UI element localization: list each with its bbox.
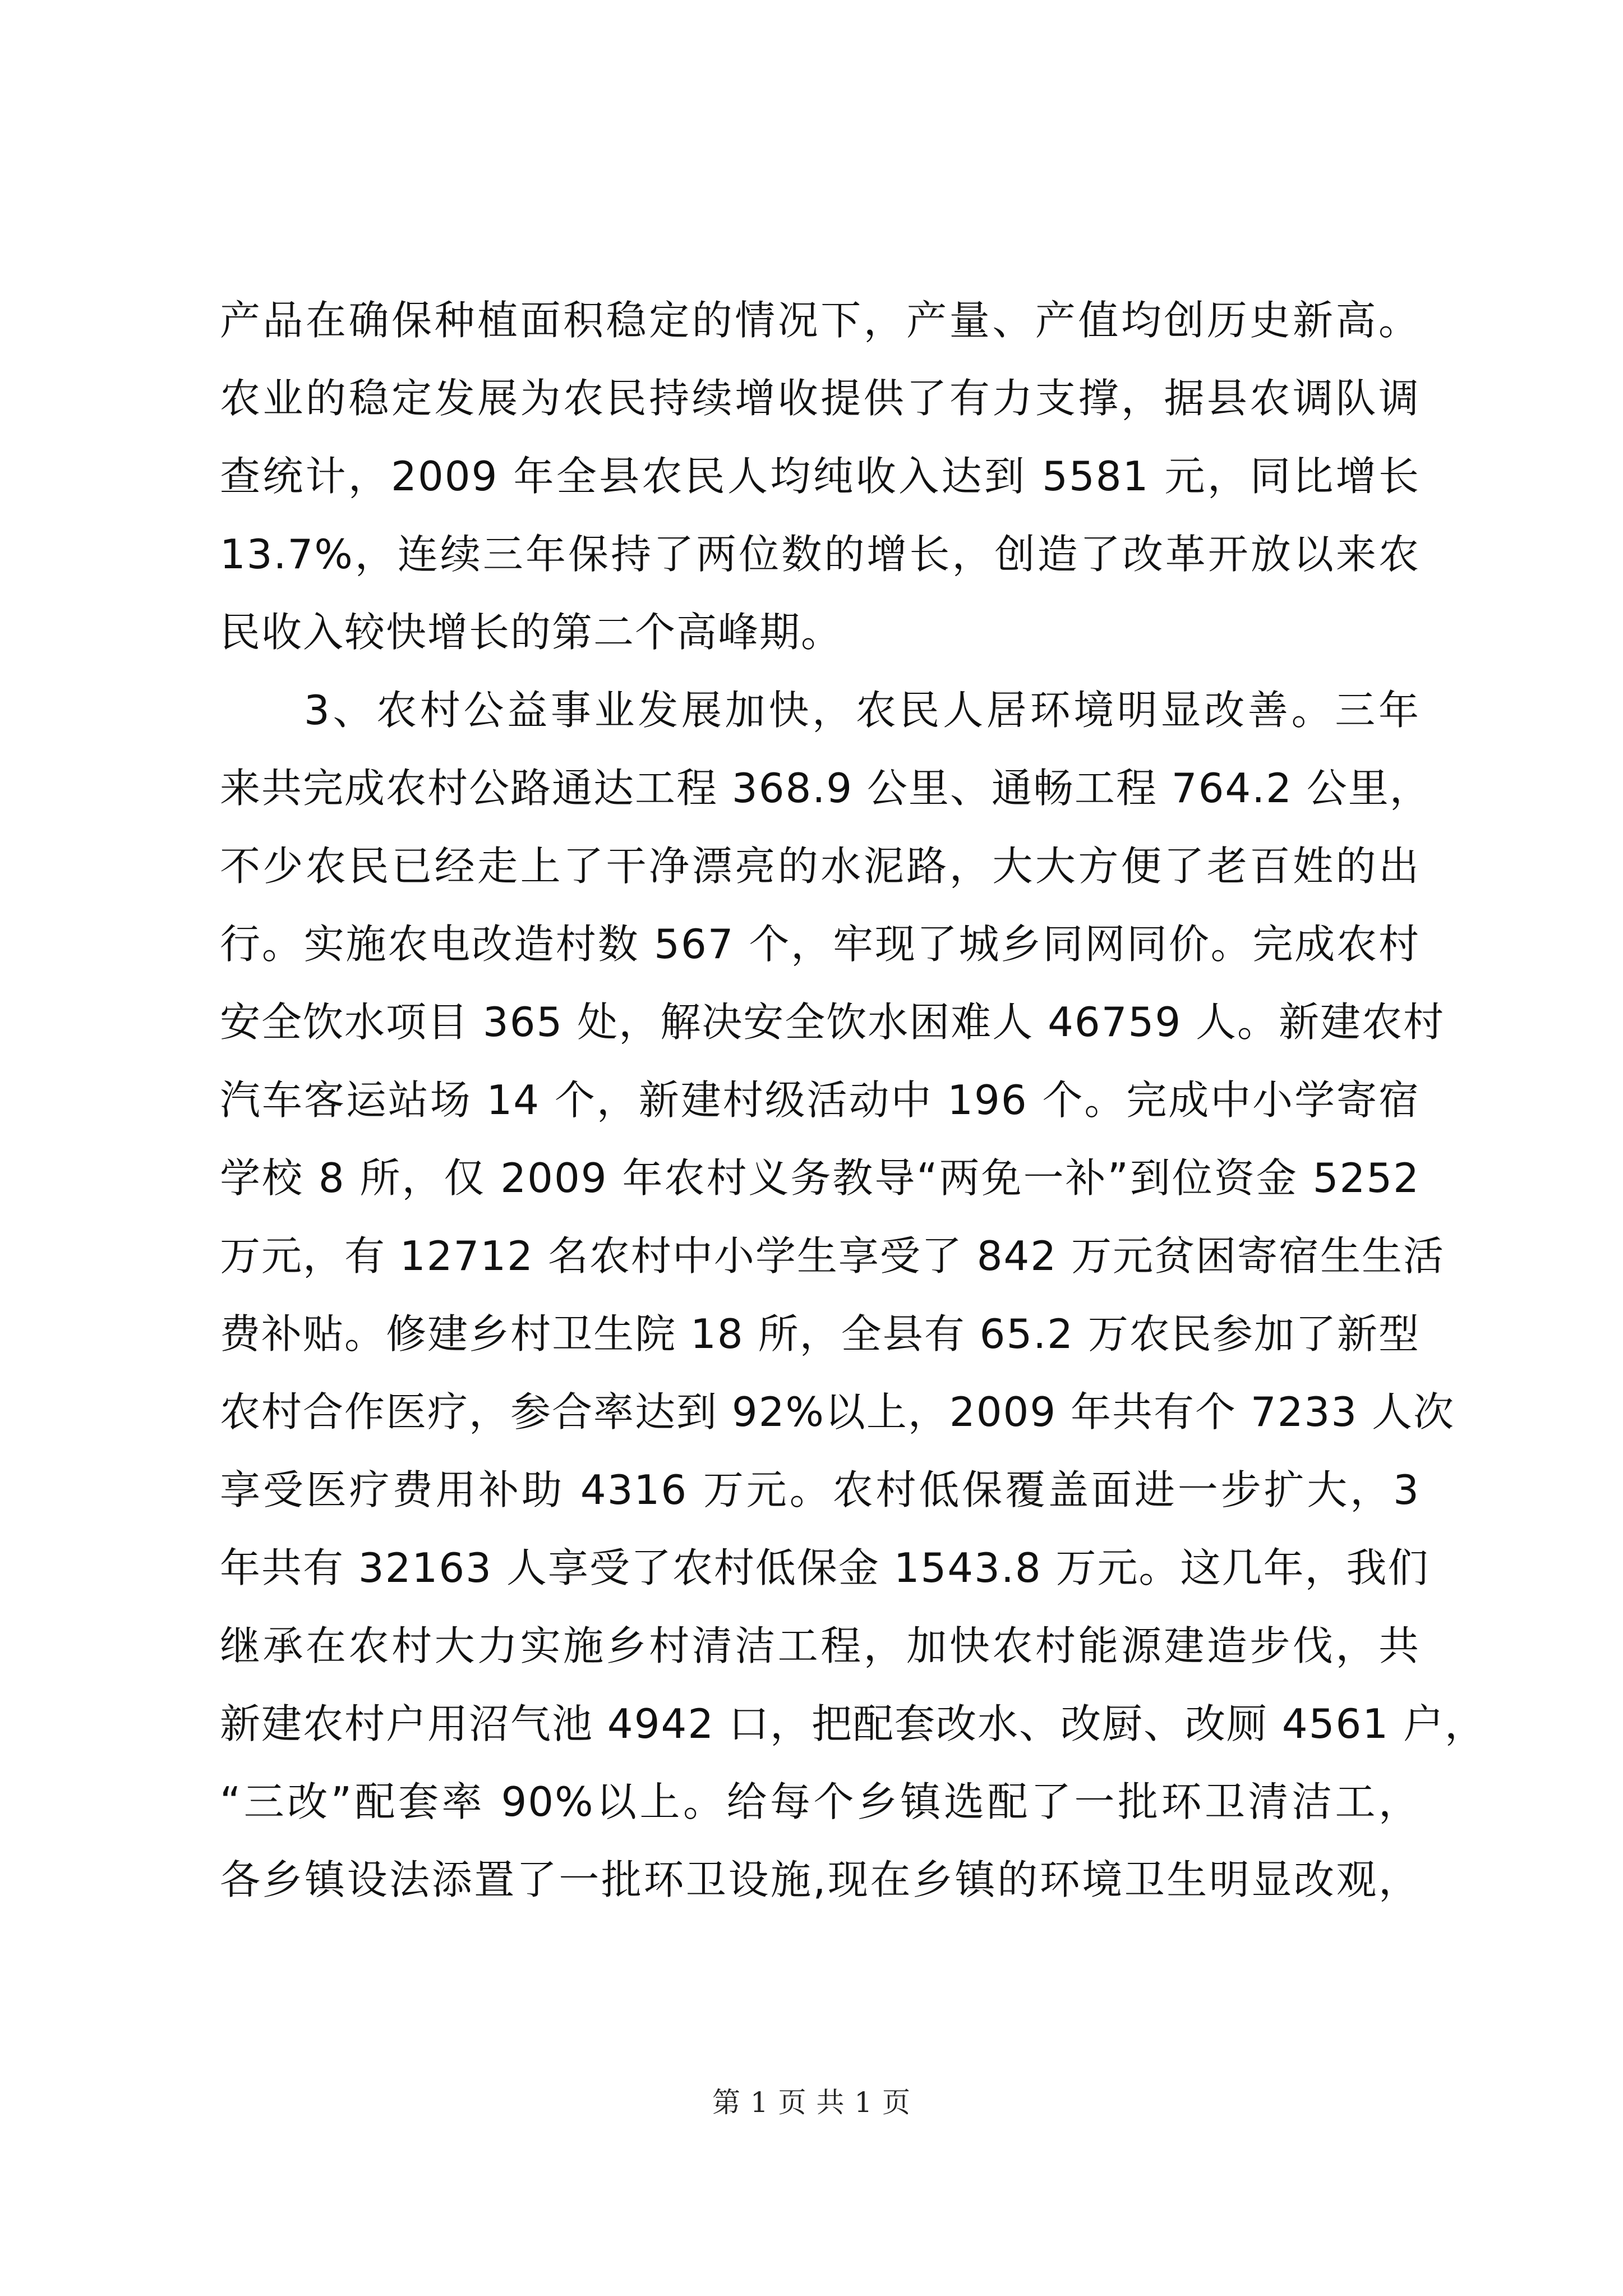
text-line: 各乡镇设法添置了一批环卫设施,现在乡镇的环境卫生明显改观， bbox=[220, 1856, 1420, 1903]
text-line: 查统计，2009 年全县农民人均纯收入达到 5581 元，同比增长 bbox=[220, 453, 1420, 500]
text-line: 来共完成农村公路通达工程 368.9 公里、通畅工程 764.2 公里， bbox=[220, 765, 1431, 812]
text-line: 新建农村户用沼气池 4942 口，把配套改水、改厨、改厕 4561 户， bbox=[220, 1700, 1487, 1747]
text-line: 13.7%，连续三年保持了两位数的增长，创造了改革开放以来农 bbox=[220, 531, 1420, 578]
text-line: 农业的稳定发展为农民持续增收提供了有力支撑，据县农调队调 bbox=[220, 375, 1420, 422]
text-line: 学校 8 所，仅 2009 年农村义务教导“两免一补”到位资金 5252 bbox=[220, 1154, 1420, 1202]
text-line: 继承在农村大力实施乡村清洁工程，加快农村能源建造步伐，共 bbox=[220, 1622, 1420, 1669]
text-line: 产品在确保种植面积稳定的情况下，产量、产值均创历史新高。 bbox=[220, 297, 1420, 344]
body-text bbox=[220, 282, 1487, 1919]
text-line: 汽车客运站场 14 个，新建村级活动中 196 个。完成中小学寄宿 bbox=[220, 1076, 1420, 1124]
text-line: 农村合作医疗，参合率达到 92%以上，2009 年共有个 7233 人次 bbox=[220, 1388, 1455, 1435]
text-line: 年共有 32163 人享受了农村低保金 1543.8 万元。这几年，我们 bbox=[220, 1544, 1430, 1591]
text-line: 万元，有 12712 名农村中小学生享受了 842 万元贫困寄宿生生活 bbox=[220, 1232, 1445, 1280]
text-line: 民收入较快增长的第二个高峰期。 bbox=[220, 609, 843, 656]
text-line: 行。实施农电改造村数 567 个，牢现了城乡同网同价。完成农村 bbox=[220, 921, 1420, 968]
page-footer: 第 1 页 共 1 页 bbox=[712, 2086, 911, 2119]
text-line: 不少农民已经走上了干净漂亮的水泥路，大大方便了老百姓的出 bbox=[220, 843, 1420, 890]
text-line: “三改”配套率 90%以上。给每个乡镇选配了一批环卫清洁工， bbox=[220, 1778, 1420, 1825]
paragraph-start-line: 3、农村公益事业发展加快，农民人居环境明显改善。三年 bbox=[304, 687, 1420, 734]
text-line: 安全饮水项目 365 处，解决安全饮水困难人 46759 人。新建农村 bbox=[220, 999, 1445, 1046]
text-line: 享受医疗费用补助 4316 万元。农村低保覆盖面进一步扩大，3 bbox=[220, 1466, 1420, 1513]
text-line: 费补贴。修建乡村卫生院 18 所，全县有 65.2 万农民参加了新型 bbox=[220, 1310, 1420, 1358]
